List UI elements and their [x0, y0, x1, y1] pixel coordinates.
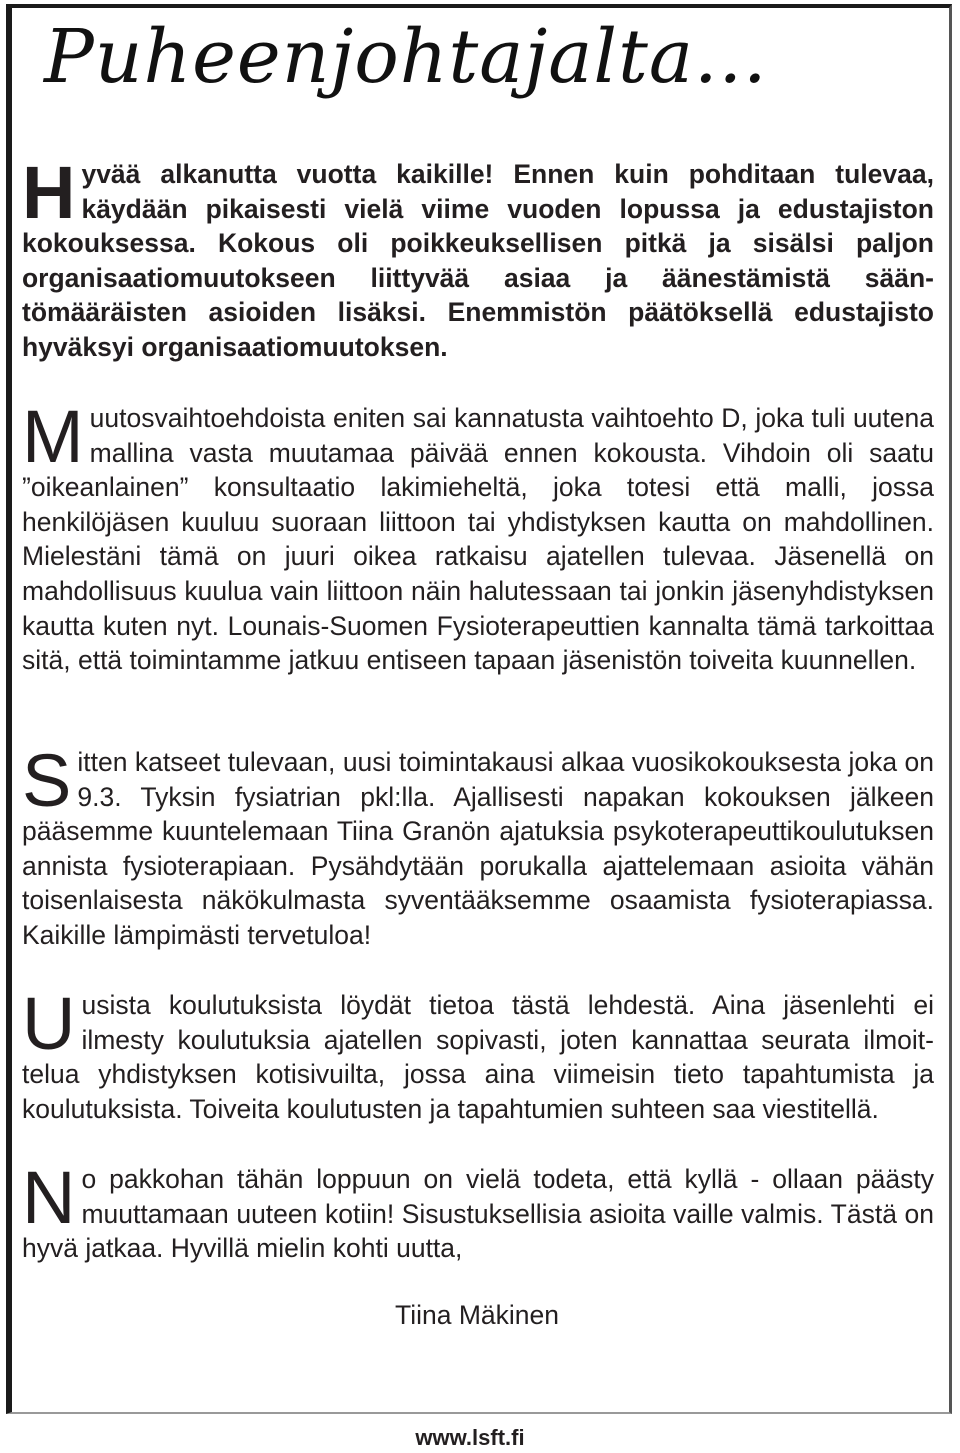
- paragraph-annual-meeting: [22, 739, 934, 953]
- footer-url: www.lsft.fi: [415, 1425, 525, 1450]
- paragraph-closing: [22, 1156, 934, 1266]
- paragraph-text: yvää alkanutta vuotta kaikille! Ennen kuin pohditaan tulevaa, käydään pikaisesti vielä viime vuoden lopussa ja edustajiston kokouksessa. Kokous oli poikkeuksellisen pitkä ja sisälsi paljon organisaatiomuutokseen liittyvää asiaa ja äänestämistä sääntömääräisten asioiden lisäksi. Enemmistön päätöksellä edustajisto hyväksyi organisaatiomuutoksen.: [22, 159, 934, 362]
- drop-cap: N: [22, 1156, 76, 1239]
- paragraph-text: itten katseet tulevaan, uusi toimintakausi alkaa vuosikokouksesta joka on 9.3. Tyksin fysiatrian pkl:lla. Ajallisesti napakan kokouksen jälkeen pääsemme kuuntelemaan Tiina Granön ajatuksia psykoterapeuttikoulutuksen annista fysioterapiaan. Pysähdytään porukalla ajattelemaan asioita vähän toisenlaisesta näkökulmasta syventääksemme osaamista fysioterapiassa. Kaikille lämpimästi tervetuloa!: [22, 747, 934, 950]
- paragraph-organisation-change: [22, 395, 934, 678]
- drop-cap: H: [22, 151, 76, 234]
- page-title: Puheenjohtajalta...: [44, 14, 768, 100]
- signature: Tiina Mäkinen: [395, 1300, 559, 1330]
- drop-cap: S: [22, 739, 72, 822]
- paragraph-intro: [22, 151, 934, 365]
- paragraph-text: uutosvaihtoehdoista eniten sai kannatusta vaihtoehto D, joka tuli uutena mallina vasta muutamaa päivää ennen kokousta. Vihdoin oli saatu ”oikeanlainen” konsultaatio lakimieheltä, joka totesi että malli, jossa henkilöjäsen kuuluu suoraan liittoon tai yhdistyksen kautta on mahdollinen. Mielestäni tämä on juuri oikea ratkaisu ajatellen tulevaa. Jäsenellä on mahdollisuus kuulua vain liittoon näin halutessaan tai jonkin jäsenyhdistyksen kautta kuten nyt. Lounais-Suomen Fysioterapeuttien kannalta tämä tarkoittaa sitä, että toimintamme jatkuu entiseen tapaan jäsenistön toiveita kuunnellen.: [22, 403, 934, 676]
- paragraph-text: usista koulutuksista löydät tietoa tästä lehdestä. Aina jäsenlehti ei ilmesty koulutuksia ajatellen sopivasti, joten kannattaa seurata ilmoittelua yhdistyksen kotisivuilta, jossa aina viimeisin tieto tapahtumista ja koulutuksista. Toiveita koulutusten ja tapahtumien suhteen saa viestitellä.: [22, 990, 934, 1124]
- drop-cap: M: [22, 395, 84, 478]
- paragraph-trainings: [22, 982, 934, 1126]
- paragraph-text: o pakkohan tähän loppuun on vielä todeta, että kyllä - ollaan päästy muuttamaan uuteen kotiin! Sisustuksellisia asioita vaille valmis. Tästä on hyvä jatkaa. Hyvillä mielin kohti uutta,: [22, 1164, 934, 1264]
- drop-cap: U: [22, 982, 76, 1065]
